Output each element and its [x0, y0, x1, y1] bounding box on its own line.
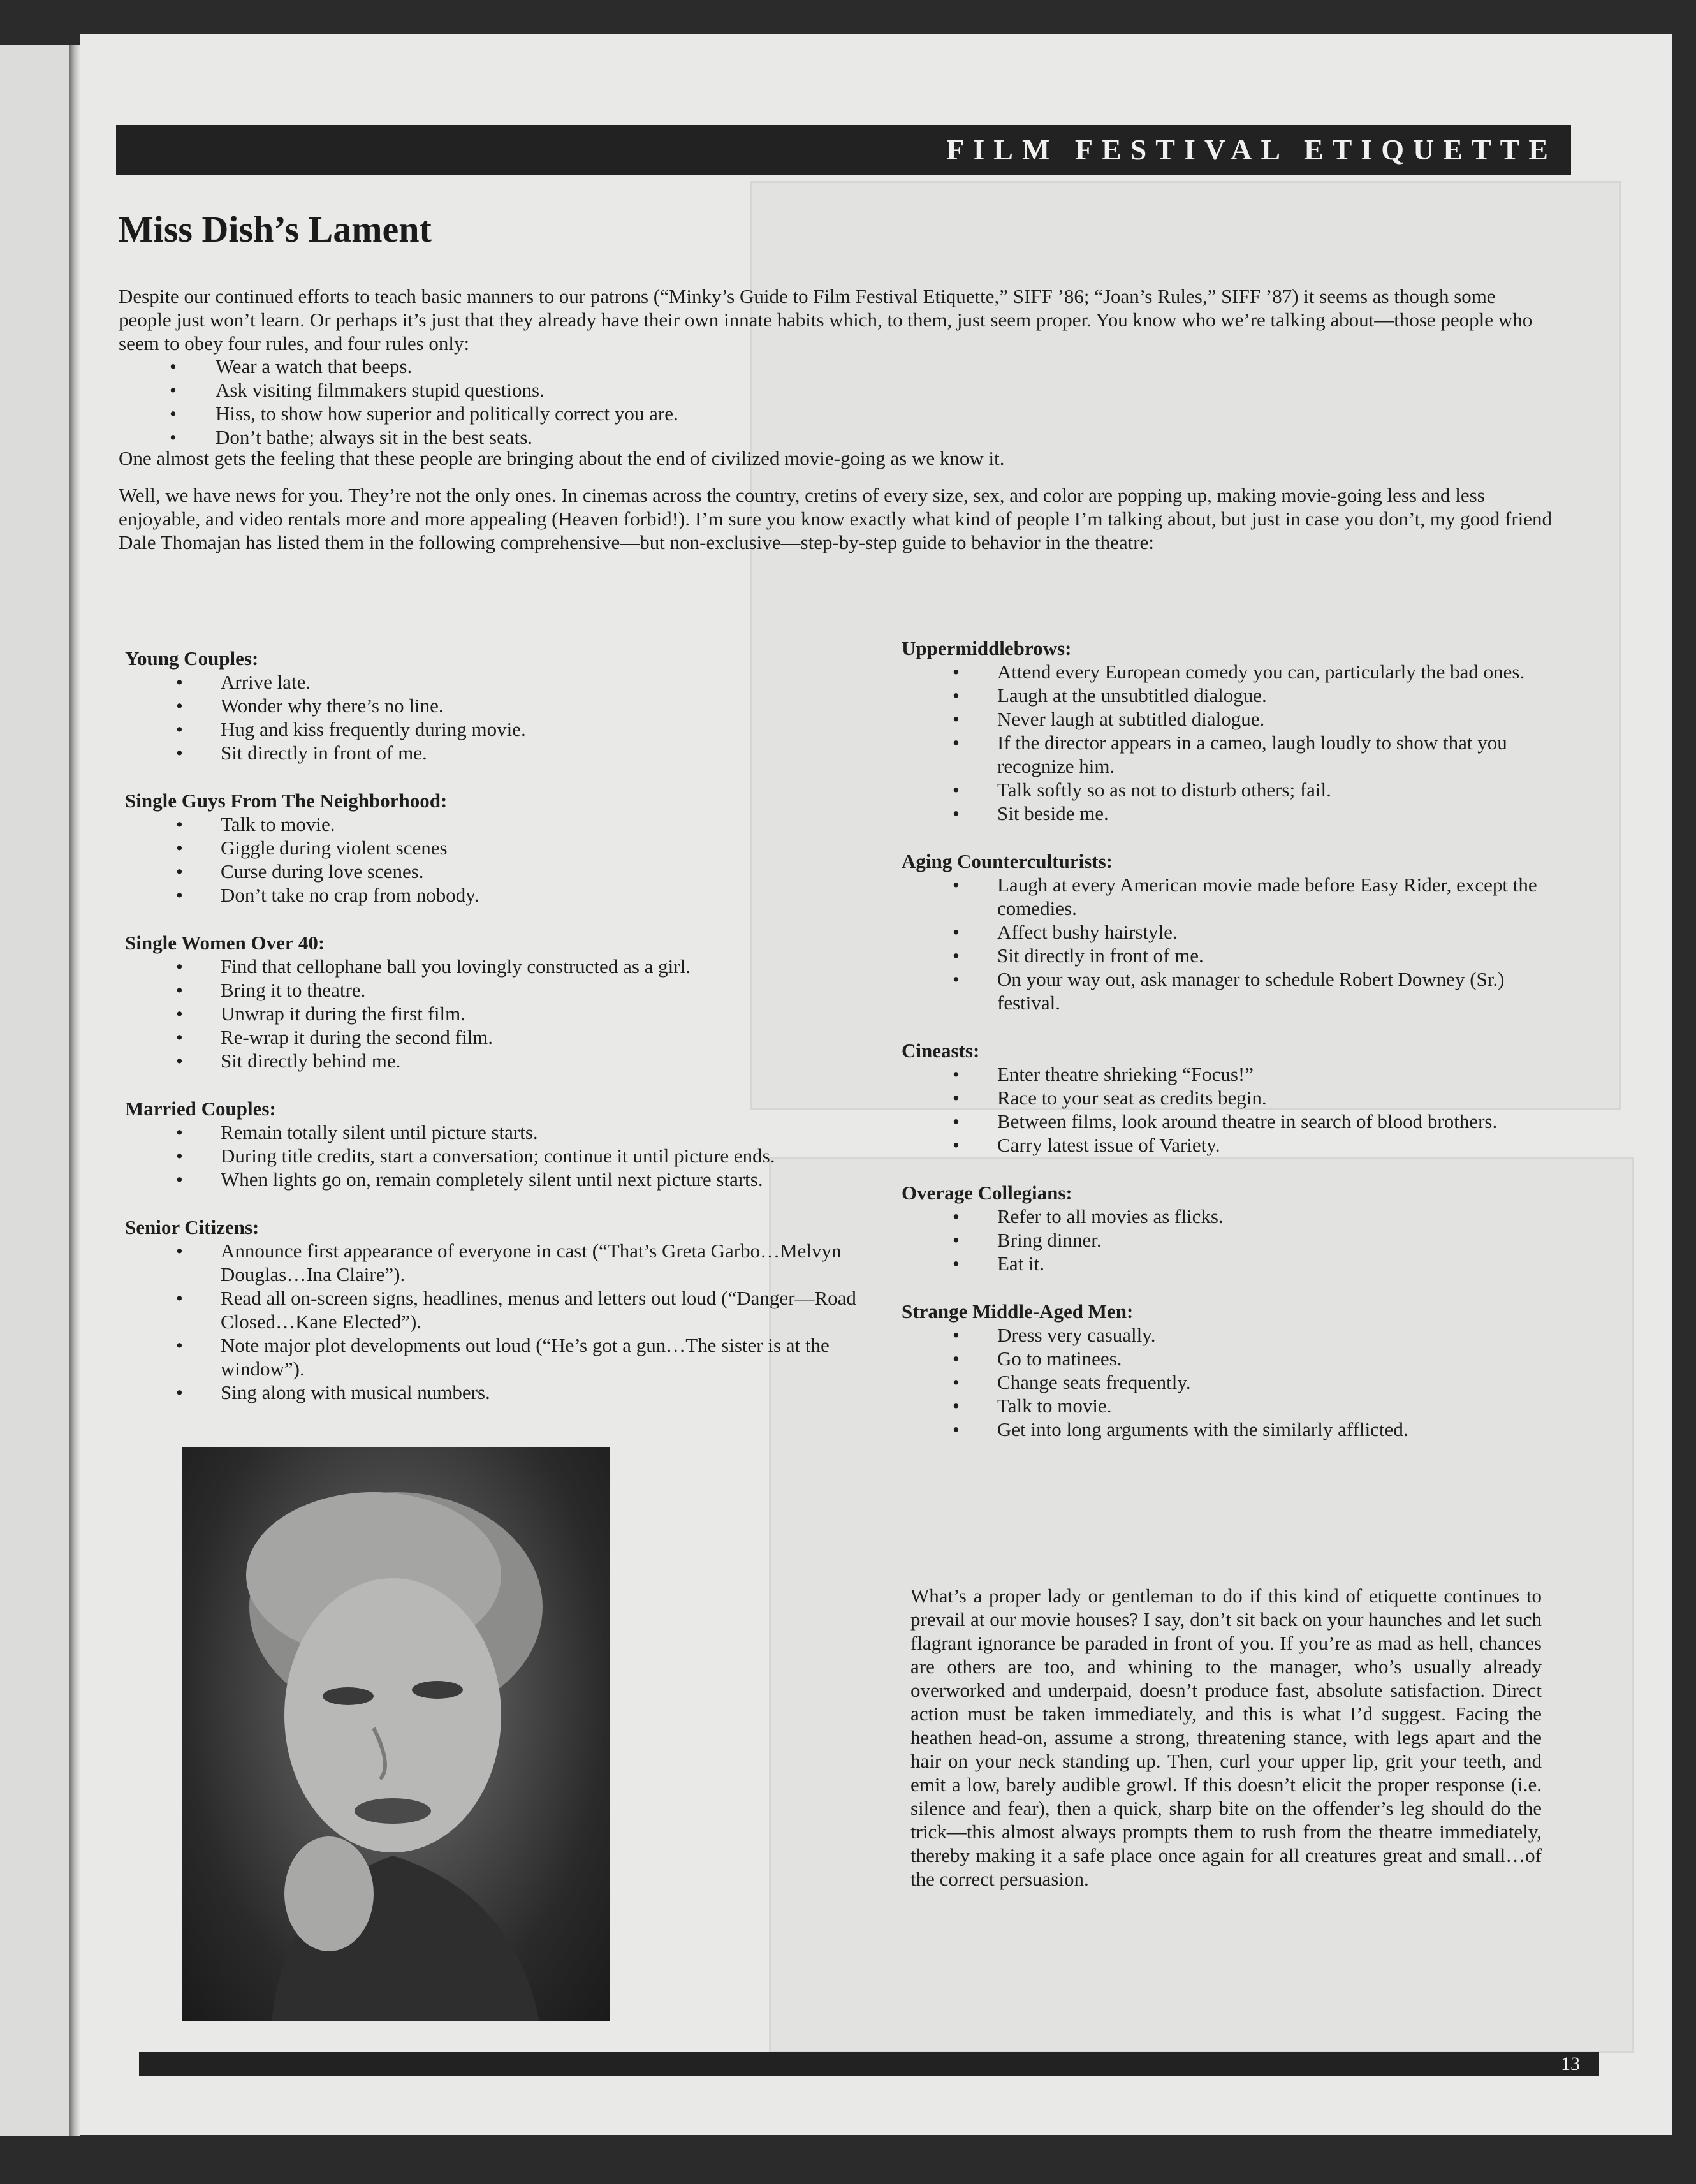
list-item: • Don’t take no crap from nobody. [125, 883, 890, 907]
page-gutter [69, 45, 80, 2136]
list-item: • Attend every European comedy you can, particularly the bad ones. [902, 660, 1558, 684]
section-items [902, 1062, 1558, 1157]
section-heading: Aging Counterculturists: [902, 850, 1113, 872]
section-heading: Uppermiddlebrows: [902, 637, 1072, 659]
section-items [902, 873, 1558, 1015]
list-item: • Hug and kiss frequently during movie. [125, 717, 890, 741]
list-item: • Between films, look around theatre in search of blood brothers. [902, 1110, 1558, 1133]
right-column-list [902, 636, 1558, 1465]
list-item: • Bring dinner. [902, 1228, 1558, 1252]
page-number: 13 [1561, 2053, 1580, 2074]
list-item: • If the director appears in a cameo, laugh loudly to show that you recognize him. [902, 731, 1558, 778]
woman-portrait-illustration [182, 1447, 610, 2021]
section-items [125, 812, 890, 907]
section-heading: Single Guys From The Neighborhood: [125, 789, 448, 812]
list-item: • Affect bushy hairstyle. [902, 920, 1558, 944]
list-item: • Change seats frequently. [902, 1370, 1558, 1394]
list-item: • Re-wrap it during the second film. [125, 1025, 890, 1049]
paragraph-2: Well, we have news for you. They’re not the only ones. In cinemas across the country, cretins of every size, sex, and color are popping up, making movie-going less and less enjoyable, and video rentals more and more appealing (Heaven forbid!). I’m sure you know exactly what kind of people I’m talking about, but just in case you don’t, my good friend Dale Thomajan has listed them in the following comprehensive—but non-exclusive—step-by-step guide to behavior in the theatre: [119, 484, 1553, 553]
list-item: • Wonder why there’s no line. [125, 694, 890, 717]
section-young-couples [125, 647, 890, 765]
section-aging-counterculturists [902, 849, 1558, 1015]
section-strange-middle-aged-men [902, 1300, 1558, 1441]
list-item: • Sit directly behind me. [125, 1049, 890, 1073]
list-item: • Unwrap it during the first film. [125, 1002, 890, 1025]
section-heading: Young Couples: [125, 647, 259, 670]
rule-item: • Wear a watch that beeps. [119, 355, 678, 378]
footer-bar [139, 2052, 1599, 2076]
section-header: FILM FESTIVAL ETIQUETTE [116, 125, 1571, 175]
section-cineasts [902, 1039, 1558, 1157]
list-item: • Dress very casually. [902, 1323, 1558, 1347]
section-heading: Strange Middle-Aged Men: [902, 1300, 1134, 1323]
list-item: • Sit directly in front of me. [902, 944, 1558, 967]
list-item: • On your way out, ask manager to schedule Robert Downey (Sr.) festival. [902, 967, 1558, 1015]
list-item: • Bring it to theatre. [125, 978, 890, 1002]
list-item: • Get into long arguments with the similarly afflicted. [902, 1418, 1558, 1441]
intro-closing: One almost gets the feeling that these people are bringing about the end of civilized movie-going as we know it. [119, 447, 1005, 469]
list-item: • Laugh at every American movie made before Easy Rider, except the comedies. [902, 873, 1558, 920]
section-items [902, 660, 1558, 825]
left-column-list [125, 647, 890, 1428]
rule-item: • Ask visiting filmmakers stupid questions. [119, 378, 678, 402]
rule-item: • Don’t bathe; always sit in the best seats. [119, 425, 678, 449]
list-item: • Curse during love scenes. [125, 860, 890, 883]
section-heading: Senior Citizens: [125, 1216, 260, 1238]
section-uppermiddlebrows [902, 636, 1558, 825]
section-items [125, 1239, 890, 1404]
list-item: • Talk softly so as not to disturb others; fail. [902, 778, 1558, 802]
section-items [125, 955, 890, 1073]
section-senior-citizens [125, 1215, 890, 1404]
list-item: • Note major plot developments out loud (“He’s got a gun…The sister is at the window”). [125, 1333, 890, 1381]
list-item: • Never laugh at subtitled dialogue. [902, 707, 1558, 731]
list-item: • Enter theatre shrieking “Focus!” [902, 1062, 1558, 1086]
section-heading: Married Couples: [125, 1097, 276, 1120]
section-items [902, 1205, 1558, 1275]
list-item: • Go to matinees. [902, 1347, 1558, 1370]
list-item: • Giggle during violent scenes [125, 836, 890, 860]
list-item: • Announce first appearance of everyone in cast (“That’s Greta Garbo…Melvyn Douglas…Ina Claire”). [125, 1239, 890, 1286]
list-item: • Arrive late. [125, 670, 890, 694]
section-married-couples [125, 1097, 890, 1191]
section-items [125, 1120, 890, 1191]
section-single-guys-from-the-neighborhood [125, 789, 890, 907]
list-item: • Eat it. [902, 1252, 1558, 1275]
section-heading: Overage Collegians: [902, 1182, 1072, 1204]
four-rules-list [119, 355, 678, 449]
intro-paragraph: Despite our continued efforts to teach basic manners to our patrons (“Minky’s Guide to Film Festival Etiquette,” SIFF ’86; “Joan’s Rules,” SIFF ’87) it seems as though some people just won’t learn. Or perhaps it’s just that they already have their own innate habits which, to them, just seem proper. You know who we’re talking about—those people who seem to obey four rules, and four rules only: [119, 285, 1533, 355]
list-item: • Sit beside me. [902, 802, 1558, 825]
list-item: • Carry latest issue of Variety. [902, 1133, 1558, 1157]
section-items [902, 1323, 1558, 1441]
article-title: Miss Dish’s Lament [119, 209, 432, 250]
list-item: • Laugh at the unsubtitled dialogue. [902, 684, 1558, 707]
list-item: • Race to your seat as credits begin. [902, 1086, 1558, 1110]
section-items [125, 670, 890, 765]
list-item: • Find that cellophane ball you lovingly constructed as a girl. [125, 955, 890, 978]
section-single-women-over-40 [125, 931, 890, 1073]
list-item: • When lights go on, remain completely silent until next picture starts. [125, 1168, 890, 1191]
previous-page-edge [0, 45, 70, 2136]
section-overage-collegians [902, 1181, 1558, 1275]
list-item: • Sit directly in front of me. [125, 741, 890, 765]
list-item: • Sing along with musical numbers. [125, 1381, 890, 1404]
section-heading: Single Women Over 40: [125, 932, 325, 954]
list-item: • Talk to movie. [125, 812, 890, 836]
rule-item: • Hiss, to show how superior and politically correct you are. [119, 402, 678, 425]
list-item: • Refer to all movies as flicks. [902, 1205, 1558, 1228]
portrait-photo [182, 1447, 610, 2021]
list-item: • Remain totally silent until picture starts. [125, 1120, 890, 1144]
list-item: • During title credits, start a conversation; continue it until picture ends. [125, 1144, 890, 1168]
list-item: • Read all on-screen signs, headlines, menus and letters out loud (“Danger—Road Closed…Kane Elected”). [125, 1286, 890, 1333]
list-item: • Talk to movie. [902, 1394, 1558, 1418]
section-heading: Cineasts: [902, 1039, 980, 1062]
advice-paragraph: What’s a proper lady or gentleman to do if this kind of etiquette continues to prevail at our movie houses? I say, don’t sit back on your haunches and let such flagrant ignorance be paraded in front of you. If you’re as mad as hell, chances are others are too, and whining to the manager, who’s usually already overworked and underpaid, doesn’t produce fast, absolute satisfaction. Direct action must be taken immediately, and this is what I’d suggest. Facing the heathen head-on, assume a strong, threatening stance, with legs apart and the hair on your neck standing up. Then, curl your upper lip, grit your teeth, and emit a low, barely audible growl. If this doesn’t elicit the proper response (i.e. silence and fear), then a quick, sharp bite on the offender’s leg should do the trick—this almost always prompts them to rush from the theatre immediately, thereby making it a safe place once again for all creatures great and small…of the correct persuasion. [910, 1585, 1542, 1890]
